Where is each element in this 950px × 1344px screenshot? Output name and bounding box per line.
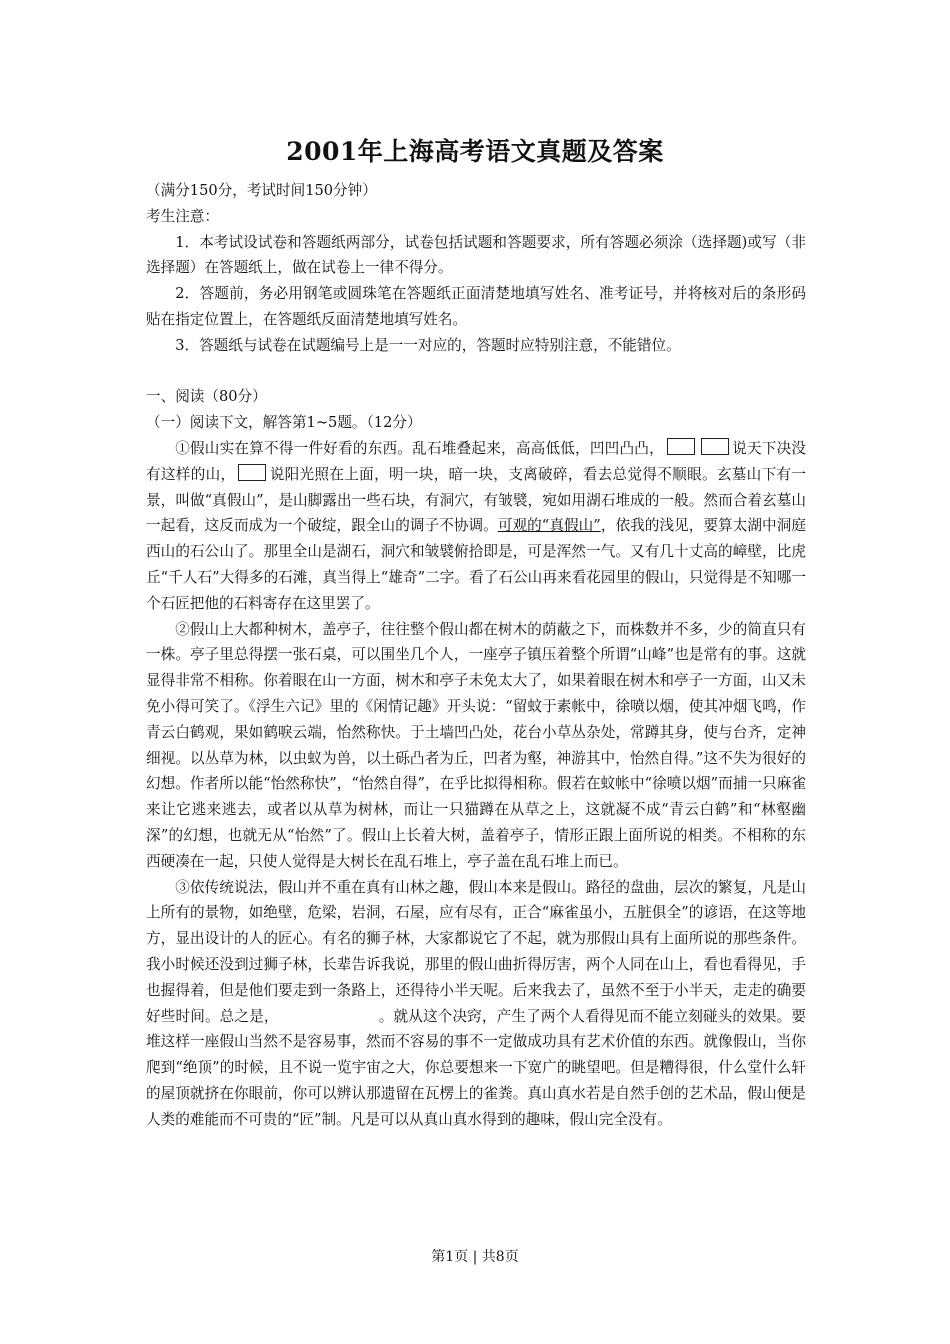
answer-blank-box xyxy=(238,464,266,481)
notice-item-1: 1．本考试设试卷和答题纸两部分，试卷包括试题和答题要求，所有答题必须涂（选择题)或写（非选择题）在答题纸上，做在试卷上一律不得分。 xyxy=(146,233,806,277)
exam-meta: （满分150分，考试时间150分钟） xyxy=(146,182,377,199)
page-footer: 第1页 | 共8页 xyxy=(431,1249,519,1265)
paragraph-1-part-a: ①假山实在算不得一件好看的东西。乱石堆叠起来，高高低低，凹凹凸凸， xyxy=(175,439,664,457)
answer-blank-box xyxy=(701,438,729,455)
answer-blank-box xyxy=(667,438,695,455)
notice-item-2: 2．答题前，务必用钢笔或圆珠笔在答题纸正面清楚地填写姓名、准考证号，并将核对后的条形码贴在指定位置上，在答题纸反面清楚地填写姓名。 xyxy=(146,285,806,328)
paragraph-1-part-c: 说阳光照在上面，明一块，暗一块，支离破碎，看去总觉得不顺眼。玄墓山下有一景，叫做“真假山”，是山脚露出一些石块，有洞穴，有皱襞，宛如用湖石堆成的一般。然而合着玄墓山一起看，这反而成为一个破绽，跟全山的调子不协调。 xyxy=(146,465,806,535)
notice-item-3: 3．答题纸与试卷在试题编号上是一一对应的，答题时应特别注意，不能错位。 xyxy=(175,336,681,354)
paragraph-1-part-d: ，依我的浅见，要算太湖中洞庭西山的石公山了。那里全山是湖石，洞穴和皱襞俯拾即是，可是浑然一气。又有几十丈高的嶂壁，比虎丘“千人石”大得多的石滩，真当得上“雄奇”二字。看了石公山再来看花园里的假山，只觉得是不知哪一个石匠把他的石料寄存在这里罢了。 xyxy=(146,517,806,612)
subsection-heading: （一）阅读下文，解答第1~5题。（12分） xyxy=(146,414,422,432)
document-body xyxy=(146,178,806,1132)
paragraph-1-part-b: 说天下决没有这样的山， xyxy=(146,439,806,483)
section-heading: 一、阅读（80分） xyxy=(146,388,267,406)
paragraph-3-part-b: 。就从这个决窍，产生了两个人看得见而不能立刻碰头的效果。要堆这样一座假山当然不是容易事，然而不容易的事不一定做成功具有艺术价值的东西。就像假山，当你爬到“绝顶”的时候，且不说一览宇宙之大，你总要想来一下宽广的眺望吧。但是糟得很，什么堂什么轩的屋顶就挤在你眼前，你可以辨认那遗留在瓦楞上的雀粪。真山真水若是自然手创的艺术品，假山便是人类的难能而不可贵的“匠”制。凡是可以从真山真水得到的趣味，假山完全没有。 xyxy=(146,1007,806,1128)
spacer xyxy=(146,359,806,385)
notice-heading: 考生注意： xyxy=(146,207,219,225)
paragraph-1 xyxy=(146,436,806,617)
paragraph-3 xyxy=(146,875,806,1133)
underlined-phrase: 可观的“真假山” xyxy=(497,517,601,535)
paragraph-2: ②假山上大都种树木，盖亭子，往往整个假山都在树木的荫蔽之下，而株数并不多，少的简直只有一株。亭子里总得摆一张石桌，可以围坐几个人，一座亭子镇压着整个所谓“山峰”也是常有的事。这就显得非常不相称。你着眼在山一方面，树木和亭子未免太大了，如果着眼在树木和亭子一方面，山又未免小得可笑了。《浮生六记》里的《闲情记趣》开头说：“留蚊于素帐中，徐喷以烟，使其冲烟飞鸣，作青云白鹤观，果如鹤唳云端，怡然称快。于土墙凹凸处，花台小草丛杂处，常蹲其身，使与台齐，定神细视。以丛草为林，以虫蚁为兽，以土砾凸者为丘，凹者为壑，神游其中，怡然自得。”这不失为很好的幻想。作者所以能“怡然称快”，“怡然自得”，在乎比拟得相称。假若在蚊帐中“徐喷以烟”而捕一只麻雀来让它逃来逃去，或者以从草为树林，而让一只猫蹲在从草之上，这就凝不成“青云白鹤”和“林壑幽深”的幻想，也就无从“怡然”了。假山上长着大树，盖着亭子，情形正跟上面所说的相类。不相称的东西硬凑在一起，只使人觉得是大树长在乱石堆上，亭子盖在乱石堆上而已。 xyxy=(146,620,806,870)
paragraph-3-part-a: ③依传统说法，假山并不重在真有山林之趣，假山本来是假山。路径的盘曲，层次的繁复，凡是山上所有的景物，如绝壁，危梁，岩洞，石屋，应有尽有，正合“麻雀虽小，五脏俱全”的谚语，在这等地方，显出设计的人的匠心。有名的狮子林，大家都说它了不起，就为那假山具有上面所说的那些条件。我小时候还没到过狮子林，长辈告诉我说，那里的假山曲折得厉害，两个人同在山上，看也看得见，手也握得着，但是他们要走到一条路上，还得待小半天呢。后来我去了，虽然不至于小半天，走走的确要好些时间。总之是， xyxy=(146,878,806,1025)
page-title: 2001年上海高考语文真题及答案 xyxy=(286,137,664,166)
